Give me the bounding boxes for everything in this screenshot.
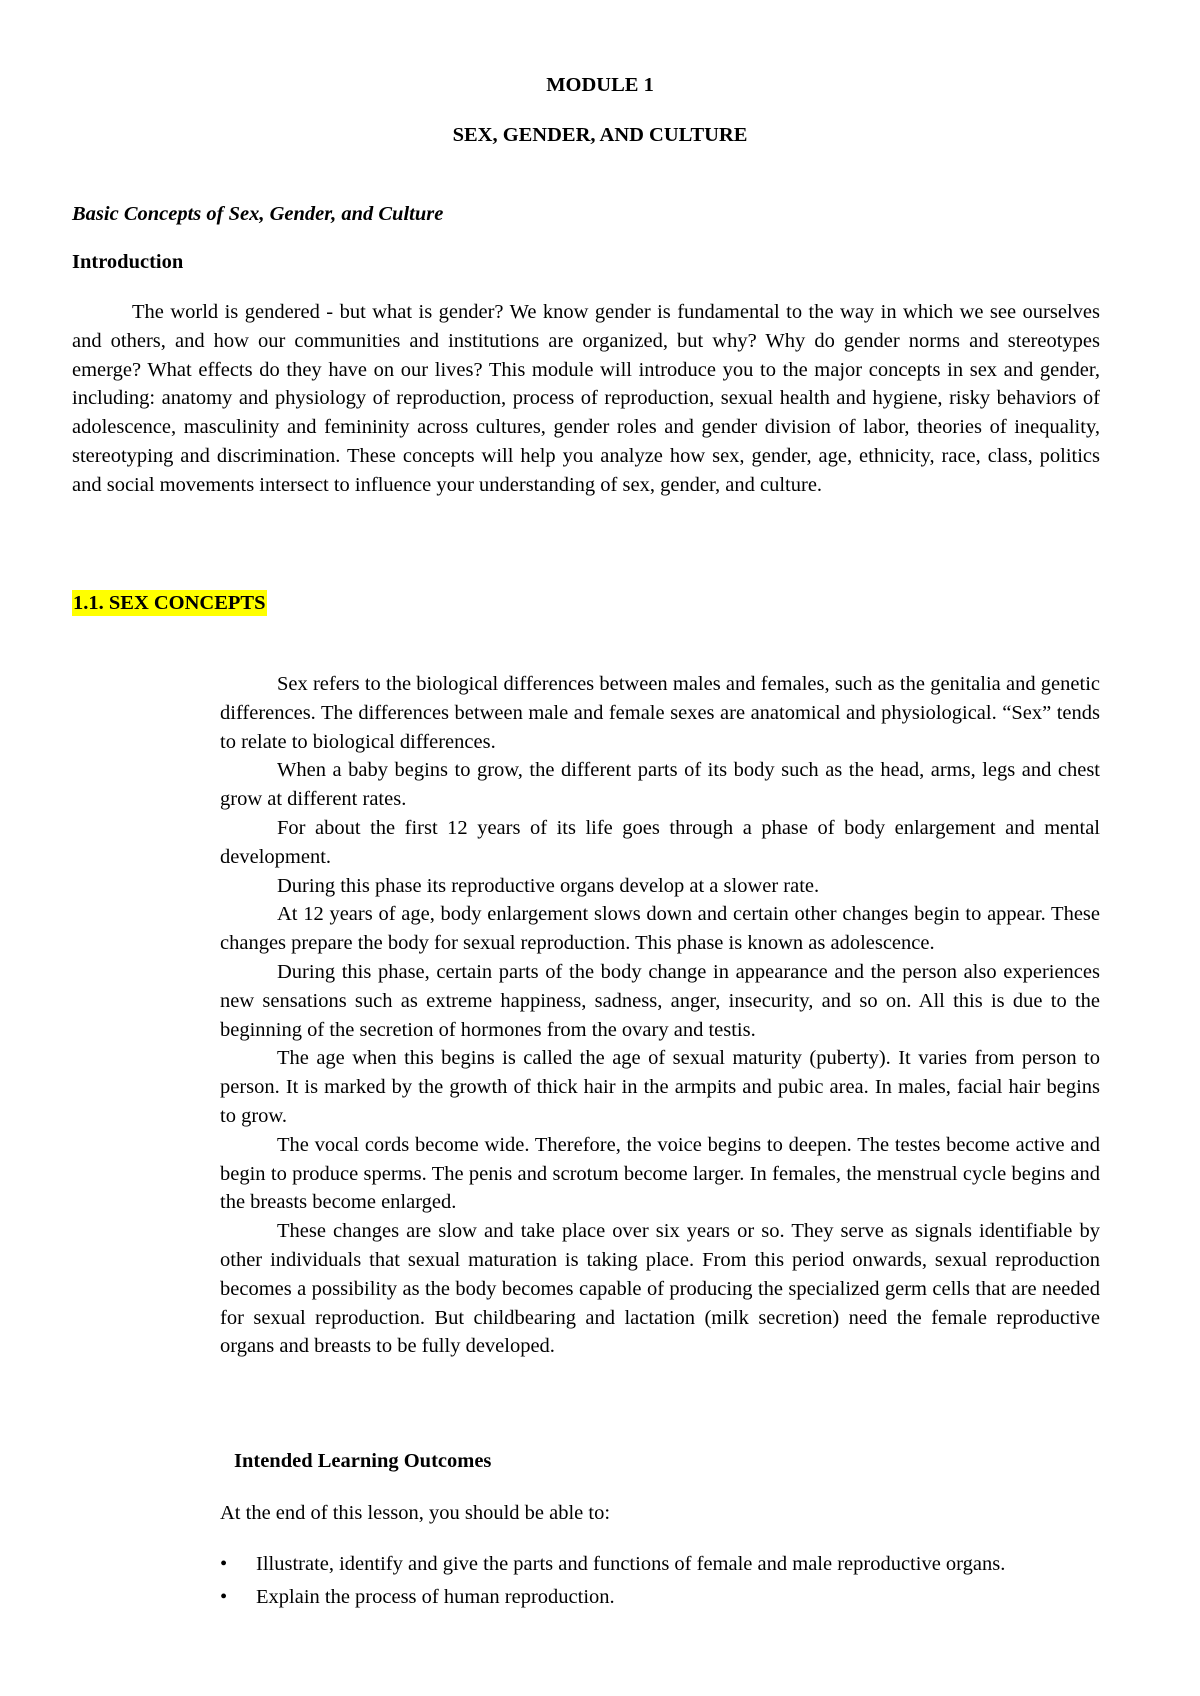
body-paragraph: Sex refers to the biological differences between males and females, such as the genitalia and genetic differences. The differences between male and female sexes are anatomical and physiological. “Sex” tends to relate to biological differences. bbox=[220, 673, 1100, 753]
body-paragraph: The vocal cords become wide. Therefore, the voice begins to deepen. The testes become active and begin to produce sperms. The penis and scrotum become larger. In females, the menstrual cycle begins and the breasts become enlarged. bbox=[220, 1133, 1100, 1214]
introduction-heading: Introduction bbox=[72, 251, 184, 273]
body-paragraph: At 12 years of age, body enlargement slows down and certain other changes begin to appear. These changes prepare the body for sexual reproduction. This phase is known as adolescence. bbox=[220, 903, 1100, 955]
module-title: SEX, GENDER, AND CULTURE bbox=[452, 124, 748, 146]
body-paragraph: When a baby begins to grow, the different parts of its body such as the head, arms, legs and chest grow at different rates. bbox=[220, 759, 1100, 811]
body-paragraph: For about the first 12 years of its life goes through a phase of body enlargement and mental development. bbox=[220, 816, 1100, 868]
module-number: MODULE 1 bbox=[546, 74, 654, 96]
body-paragraph: These changes are slow and take place over six years or so. They serve as signals identifiable by other individuals that sexual maturation is taking place. From this period onwards, sexual reproduction becomes a possibility as the body becomes capable of producing the specialized germ cells that are needed for sexual reproduction. But childbearing and lactation (milk secretion) need the female reproductive organs and breasts to be fully developed. bbox=[220, 1220, 1100, 1358]
body-paragraph: During this phase its reproductive organs develop at a slower rate. bbox=[277, 874, 820, 897]
learning-outcomes-intro: At the end of this lesson, you should be able to: bbox=[220, 1502, 611, 1524]
introduction-paragraph: The world is gendered - but what is gender? We know gender is fundamental to the way in which we see ourselves and others, and how our communities and institutions are organized, but why? Why do gender norms and stereotypes emerge? What effects do they have on our lives? This module will introduce you to the major concepts in sex and gender, including: anatomy and physiology of reproduction, process of reproduction, sexual health and hygiene, risky behaviors of adolescence, masculinity and femininity across cultures, gender roles and gender division of labor, theories of inequality, stereotyping and discrimination. These concepts will help you analyze how sex, gender, age, ethnicity, race, class, politics and social movements intersect to influence your understanding of sex, gender, and culture. bbox=[72, 301, 1100, 496]
list-item-text: Explain the process of human reproduction. bbox=[256, 1585, 615, 1608]
list-item bbox=[220, 1550, 1100, 1579]
list-item-text: Illustrate, identify and give the parts and functions of female and male reproductive organs. bbox=[256, 1553, 1006, 1575]
body-paragraph: The age when this begins is called the age of sexual maturity (puberty). It varies from person to person. It is marked by the growth of thick hair in the armpits and pubic area. In males, facial hair begins to grow. bbox=[220, 1047, 1100, 1127]
sex-concepts-body bbox=[220, 670, 1100, 1361]
learning-outcomes-heading: Intended Learning Outcomes bbox=[234, 1450, 492, 1472]
basic-concepts-heading: Basic Concepts of Sex, Gender, and Culture bbox=[72, 203, 444, 225]
learning-outcomes-list bbox=[220, 1550, 1100, 1616]
list-item bbox=[220, 1583, 1100, 1612]
bullet-icon: • bbox=[220, 1585, 228, 1608]
section-heading bbox=[72, 592, 267, 615]
body-paragraph: During this phase, certain parts of the body change in appearance and the person also experiences new sensations such as extreme happiness, sadness, anger, insecurity, and so on. All this is due to the beginning of the secretion of hormones from the ovary and testis. bbox=[220, 960, 1100, 1041]
section-heading-highlight: 1.1. SEX CONCEPTS bbox=[73, 592, 266, 614]
bullet-icon: • bbox=[220, 1553, 228, 1575]
